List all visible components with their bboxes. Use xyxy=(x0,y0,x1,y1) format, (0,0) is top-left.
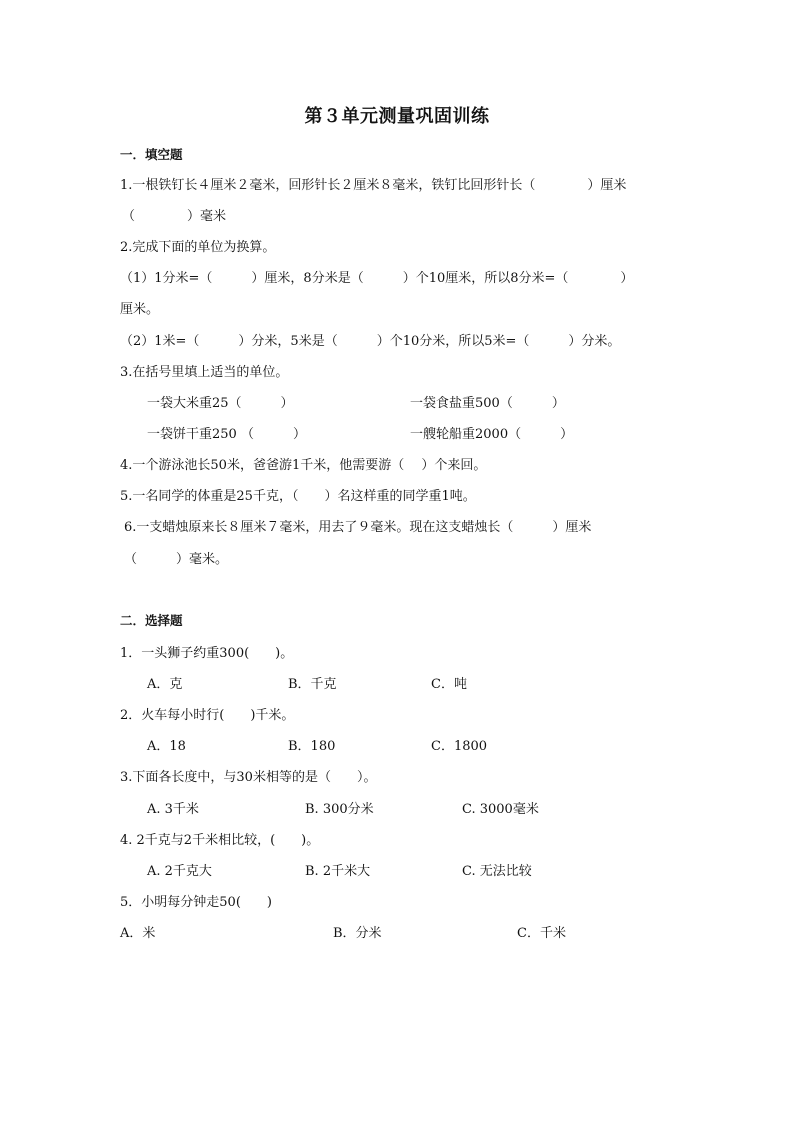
choice-option-b: B．分米 xyxy=(333,926,382,941)
unit-item: 一袋食盐重500（ ） xyxy=(410,396,565,411)
choice-option-c: C．千米 xyxy=(517,926,566,941)
choice-option-a: A．18 xyxy=(147,739,186,754)
section-heading-choice: 二．选择题 xyxy=(120,613,183,628)
question-line: 厘米。 xyxy=(120,302,160,317)
choice-option-b: B. 300分米 xyxy=(305,802,374,817)
choice-option-a: A. 2千克大 xyxy=(147,864,212,879)
question-line: （ ）毫米 xyxy=(122,209,227,224)
choice-question: 2．火车每小时行( )千米。 xyxy=(120,708,295,723)
unit-item: 一艘轮船重2000（ ） xyxy=(410,427,574,442)
choice-question: 3.下面各长度中，与30米相等的是（ ）。 xyxy=(120,770,377,785)
unit-item: 一袋大米重25（ ） xyxy=(147,396,294,411)
question-line: 4.一个游泳池长50米，爸爸游1千米，他需要游（ ）个来回。 xyxy=(120,458,487,473)
choice-option-c: C．1800 xyxy=(431,739,488,754)
question-line: 2.完成下面的单位为换算。 xyxy=(120,240,276,255)
choice-option-b: B. 2千米大 xyxy=(305,864,371,879)
choice-option-a: A．克 xyxy=(147,677,183,692)
question-line: （1）1分米=（ ）厘米，8分米是（ ）个10厘米，所以8分米=（ ） xyxy=(120,271,634,286)
choice-question: 1．一头狮子约重300( )。 xyxy=(120,646,294,661)
question-line: 5.一名同学的体重是25千克，（ ）名这样重的同学重1吨。 xyxy=(120,489,476,504)
choice-question: 5．小明每分钟走50( ) xyxy=(120,895,272,910)
choice-option-b: B．千克 xyxy=(288,677,337,692)
choice-option-c: C. 3000毫米 xyxy=(462,802,539,817)
question-line: 3.在括号里填上适当的单位。 xyxy=(120,365,289,380)
section-heading-fill-in: 一．填空题 xyxy=(120,147,183,162)
choice-option-c: C．吨 xyxy=(431,677,467,692)
unit-item: 一袋饼干重250 （ ） xyxy=(147,427,306,442)
choice-option-a: A. 3千米 xyxy=(147,802,199,817)
choice-question: 4. 2千克与2千米相比较，( )。 xyxy=(120,833,320,848)
question-line: （ ）毫米。 xyxy=(124,552,229,567)
choice-option-c: C. 无法比较 xyxy=(462,864,532,879)
question-line: 1.一根铁钉长４厘米２毫米，回形针长２厘米８毫米，铁钉比回形针长（ ）厘米 xyxy=(120,178,627,193)
choice-option-b: B．180 xyxy=(288,739,336,754)
question-line: （2）1米=（ ）分米，5米是（ ）个10分米，所以5米=（ ）分米。 xyxy=(120,334,621,349)
page-title: 第３单元测量巩固训练 xyxy=(304,106,490,127)
choice-option-a: A．米 xyxy=(120,926,156,941)
question-line: 6.一支蜡烛原来长８厘米７毫米，用去了９毫米。现在这支蜡烛长（ ）厘米 xyxy=(124,520,592,535)
